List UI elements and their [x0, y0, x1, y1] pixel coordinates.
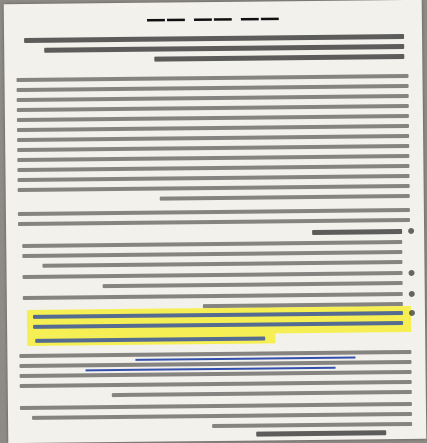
- document-page: [4, 0, 427, 443]
- document-title: —— —— ——: [145, 5, 280, 31]
